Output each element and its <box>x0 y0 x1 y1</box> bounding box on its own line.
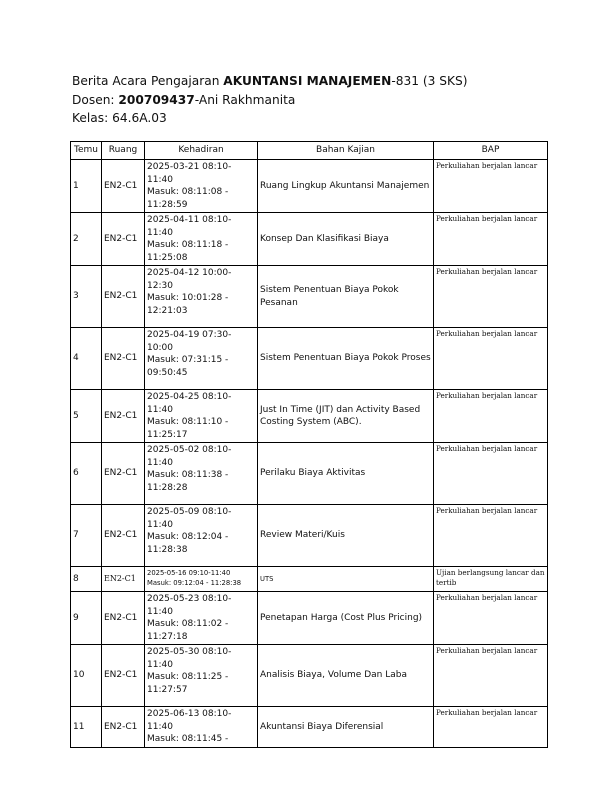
table-row <box>71 443 548 505</box>
ruang-cell: EN2-C1 <box>102 390 145 443</box>
kelas-line: Kelas: 64.6A.03 <box>72 111 167 125</box>
jadwal-text: 2025-04-19 07:30-10:00 <box>147 330 232 353</box>
col-header-kehadiran: Kehadiran <box>145 142 258 160</box>
bahan-kajian-cell: Penetapan Harga (Cost Plus Pricing) <box>258 592 434 645</box>
kehadiran-cell <box>145 213 258 266</box>
jadwal-text: 2025-04-12 10:00-12:30 <box>147 268 232 291</box>
ruang-cell: EN2-C1 <box>102 645 145 707</box>
jadwal-text: 2025-03-21 08:10-11:40 <box>147 162 232 185</box>
jadwal-text: 2025-04-25 08:10-11:40 <box>147 392 232 415</box>
bap-cell: Perkuliahan berjalan lancar <box>434 213 548 266</box>
table-row <box>71 645 548 707</box>
temu-cell: 3 <box>71 266 102 328</box>
bap-cell: Perkuliahan berjalan lancar <box>434 266 548 328</box>
bap-cell: Perkuliahan berjalan lancar <box>434 328 548 390</box>
kehadiran-cell <box>145 505 258 567</box>
masuk-text: Masuk: 08:11:45 - <box>147 734 229 744</box>
bahan-kajian-cell: Analisis Biaya, Volume Dan Laba <box>258 645 434 707</box>
ruang-cell: EN2-C1 <box>102 266 145 328</box>
title-prefix: Berita Acara Pengajaran <box>72 74 224 88</box>
bahan-kajian-cell: UTS <box>258 567 434 592</box>
ruang-cell: EN2-C1 <box>102 328 145 390</box>
kehadiran-cell <box>145 266 258 328</box>
temu-cell: 6 <box>71 443 102 505</box>
ruang-cell: EN2-C1 <box>102 443 145 505</box>
table-row <box>71 390 548 443</box>
table-row <box>71 266 548 328</box>
temu-cell: 4 <box>71 328 102 390</box>
bahan-kajian-cell: Sistem Penentuan Biaya Pokok Pesanan <box>258 266 434 328</box>
masuk-text: Masuk: 08:11:10 - 11:25:17 <box>147 417 229 440</box>
col-header-ruang: Ruang <box>102 142 145 160</box>
table-row <box>71 160 548 213</box>
jadwal-text: 2025-06-13 08:10-11:40 <box>147 709 232 732</box>
attendance-table <box>70 141 548 748</box>
dosen-id: 200709437 <box>118 92 195 107</box>
title-line <box>72 72 467 91</box>
col-header-bahan-kajian: Bahan Kajian <box>258 142 434 160</box>
bahan-kajian-cell: Review Materi/Kuis <box>258 505 434 567</box>
masuk-text: Masuk: 07:31:15 - 09:50:45 <box>147 355 229 378</box>
kehadiran-cell <box>145 592 258 645</box>
temu-cell: 7 <box>71 505 102 567</box>
temu-cell: 2 <box>71 213 102 266</box>
ruang-cell: EN2-C1 <box>102 213 145 266</box>
jadwal-text: 2025-05-02 08:10-11:40 <box>147 445 232 468</box>
dosen-label: Dosen: <box>72 92 119 107</box>
bahan-kajian-cell: Perilaku Biaya Aktivitas <box>258 443 434 505</box>
temu-cell: 10 <box>71 645 102 707</box>
bap-cell: Perkuliahan berjalan lancar <box>434 390 548 443</box>
bap-cell: Ujian berlangsung lancar dan tertib <box>434 567 548 592</box>
masuk-text: Masuk: 08:11:25 - 11:27:57 <box>147 672 229 695</box>
ruang-cell: EN2-C1 <box>102 505 145 567</box>
masuk-text: Masuk: 08:11:02 - 11:27:18 <box>147 619 229 642</box>
bahan-kajian-cell: Sistem Penentuan Biaya Pokok Proses <box>258 328 434 390</box>
dosen-line <box>72 91 467 110</box>
jadwal-text: 2025-04-11 08:10-11:40 <box>147 215 232 238</box>
masuk-text: Masuk: 10:01:28 - 12:21:03 <box>147 293 229 316</box>
jadwal-text: 2025-05-23 08:10-11:40 <box>147 594 232 617</box>
table-body <box>71 160 548 748</box>
ruang-cell: EN2-C1 <box>102 707 145 748</box>
bap-cell: Perkuliahan berjalan lancar <box>434 645 548 707</box>
bap-cell: Perkuliahan berjalan lancar <box>434 592 548 645</box>
temu-cell: 8 <box>71 567 102 592</box>
ruang-cell: EN2-C1 <box>102 567 145 592</box>
bahan-kajian-cell: Akuntansi Biaya Diferensial <box>258 707 434 748</box>
table-header-row <box>71 142 548 160</box>
temu-cell: 11 <box>71 707 102 748</box>
bap-cell: Perkuliahan berjalan lancar <box>434 160 548 213</box>
masuk-text: Masuk: 08:11:38 - 11:28:28 <box>147 470 229 493</box>
kehadiran-cell <box>145 160 258 213</box>
table-row <box>71 592 548 645</box>
table-row <box>71 328 548 390</box>
masuk-text: Masuk: 08:11:08 - 11:28:59 <box>147 187 229 210</box>
table-row <box>71 505 548 567</box>
masuk-text: Masuk: 08:12:04 - 11:28:38 <box>147 532 229 555</box>
masuk-text: Masuk: 09:12:04 - 11:28:38 <box>147 579 242 587</box>
kehadiran-cell <box>145 443 258 505</box>
temu-cell: 1 <box>71 160 102 213</box>
ruang-cell: EN2-C1 <box>102 592 145 645</box>
table-row <box>71 567 548 592</box>
bahan-kajian-cell: Konsep Dan Klasifikasi Biaya <box>258 213 434 266</box>
bap-cell: Perkuliahan berjalan lancar <box>434 443 548 505</box>
kehadiran-cell <box>145 328 258 390</box>
col-header-temu: Temu <box>71 142 102 160</box>
table-row <box>71 707 548 748</box>
kehadiran-cell <box>145 645 258 707</box>
kehadiran-cell <box>145 707 258 748</box>
masuk-text: Masuk: 08:11:18 - 11:25:08 <box>147 240 229 263</box>
course-name: AKUNTANSI MANAJEMEN <box>223 74 392 88</box>
temu-cell: 5 <box>71 390 102 443</box>
dosen-name: -Ani Rakhmanita <box>194 92 296 107</box>
bap-cell: Perkuliahan berjalan lancar <box>434 505 548 567</box>
jadwal-text: 2025-05-30 08:10-11:40 <box>147 647 232 670</box>
col-header-bap: BAP <box>434 142 548 160</box>
document-header <box>72 72 467 128</box>
ruang-cell: EN2-C1 <box>102 160 145 213</box>
bahan-kajian-cell: Just In Time (JIT) dan Activity Based Costing System (ABC). <box>258 390 434 443</box>
table-row <box>71 213 548 266</box>
jadwal-text: 2025-05-16 09:10-11:40 <box>147 569 231 577</box>
bap-cell: Perkuliahan berjalan lancar <box>434 707 548 748</box>
bahan-kajian-cell: Ruang Lingkup Akuntansi Manajemen <box>258 160 434 213</box>
kehadiran-cell <box>145 567 258 592</box>
temu-cell: 9 <box>71 592 102 645</box>
kehadiran-cell <box>145 390 258 443</box>
jadwal-text: 2025-05-09 08:10-11:40 <box>147 507 232 530</box>
course-suffix: -831 (3 SKS) <box>391 74 468 88</box>
